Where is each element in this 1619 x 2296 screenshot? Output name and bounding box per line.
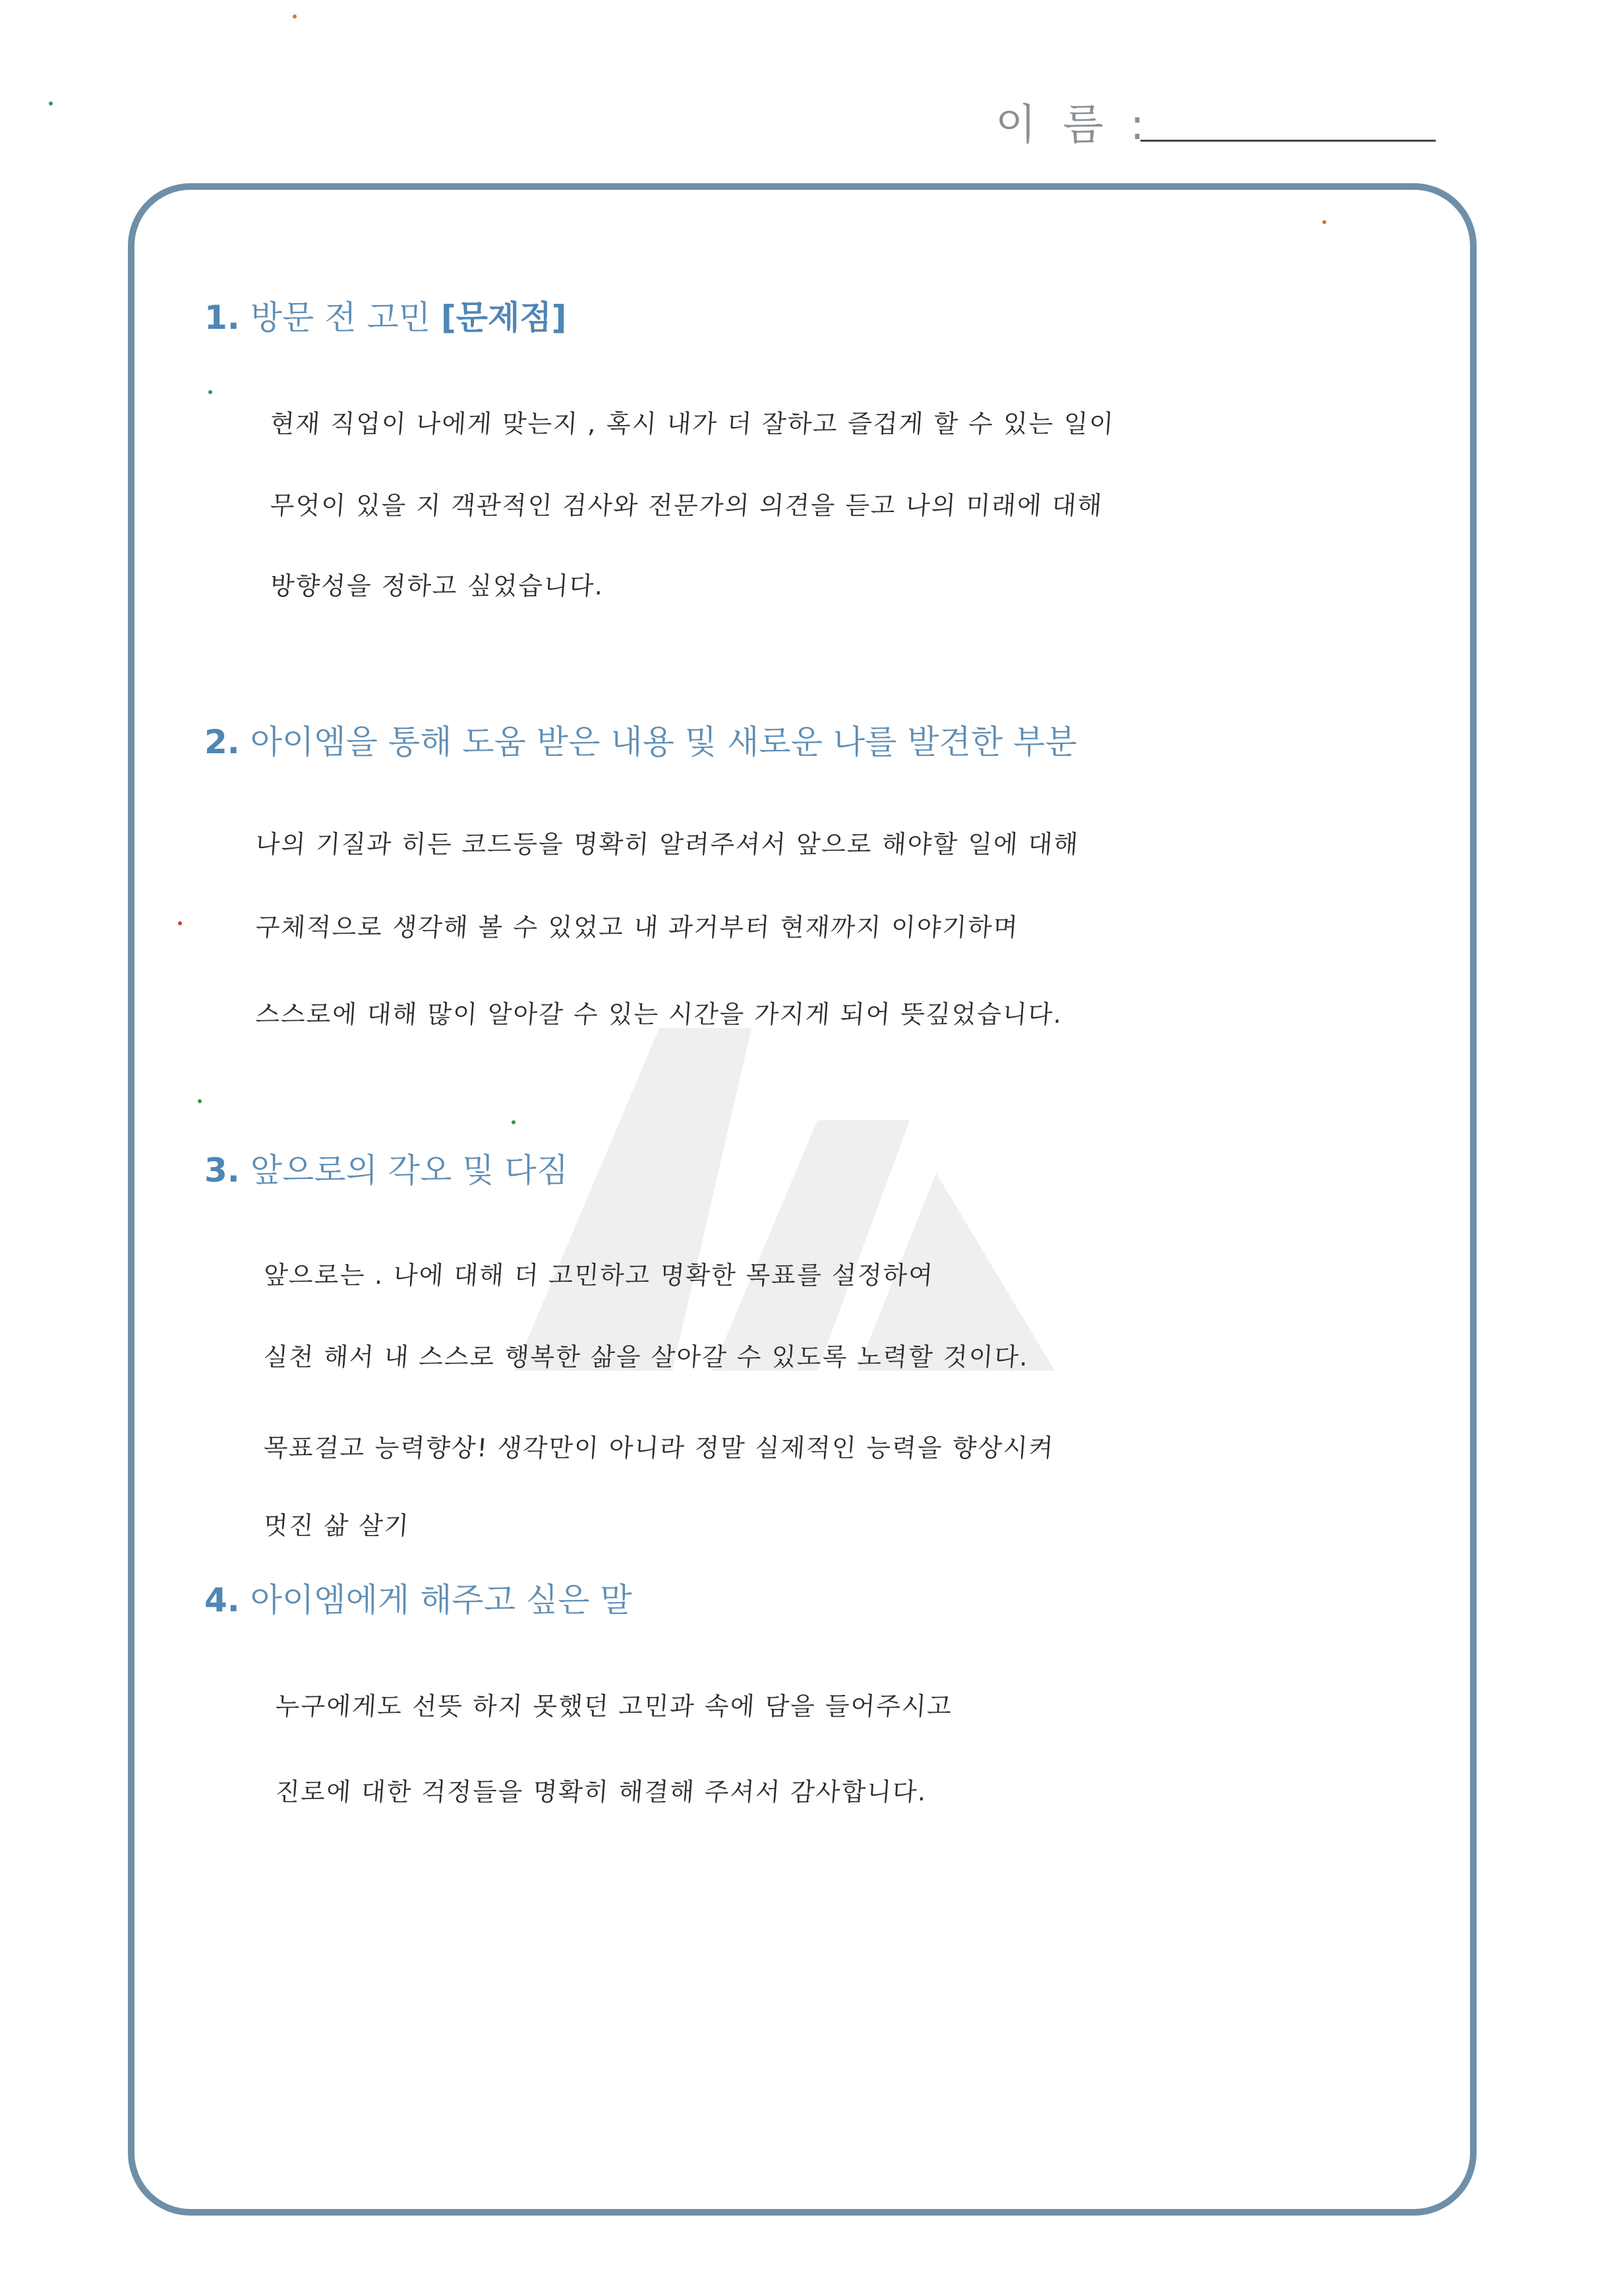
section-4-line-2: 진로에 대한 걱정들을 명확히 해결해 주셔서 감사합니다. — [274, 1777, 929, 1806]
section-1-line-2: 무엇이 있을 지 객관적인 검사와 전문가의 의견을 듣고 나의 미래에 대해 — [269, 491, 1104, 520]
section-2-line-3: 스스로에 대해 많이 알아갈 수 있는 시간을 가지게 되어 뜻깊었습니다. — [254, 1000, 1064, 1029]
section-2-title-text: 아이엠을 통해 도움 받은 내용 및 새로운 나를 발견한 부분 — [250, 723, 1077, 761]
scan-speck — [1322, 220, 1326, 224]
watermark-logo — [514, 1002, 1055, 1371]
section-3-title-text: 앞으로의 각오 및 다짐 — [250, 1151, 569, 1190]
section-1-number: 1. — [204, 299, 240, 337]
section-1-title-emphasis: [문제점] — [440, 299, 567, 337]
section-4-title-text: 아이엠에게 해주고 싶은 말 — [250, 1581, 632, 1619]
scan-speck — [512, 1120, 515, 1124]
section-1-line-1: 현재 직업이 나에게 맞는지 , 혹시 내가 더 잘하고 즐겁게 할 수 있는 일이 — [269, 409, 1116, 438]
scan-speck — [198, 1099, 202, 1103]
name-field — [995, 79, 1151, 152]
scan-speck — [208, 390, 212, 394]
name-label: 이 름 : — [995, 101, 1151, 150]
section-1-title-text: 방문 전 고민 — [250, 299, 441, 337]
section-3-title — [204, 1144, 568, 1191]
section-2-line-2: 구체적으로 생각해 볼 수 있었고 내 과거부터 현재까지 이야기하며 — [254, 913, 1020, 942]
section-4-line-1: 누구에게도 선뜻 하지 못했던 고민과 속에 담을 들어주시고 — [274, 1692, 954, 1721]
scan-speck — [178, 921, 182, 925]
section-3-line-3: 목표걸고 능력향상! 생각만이 아니라 정말 실제적인 능력을 향상시켜 — [262, 1433, 1055, 1462]
section-3-line-4: 멋진 삶 살기 — [262, 1511, 411, 1540]
section-2-title — [204, 716, 1077, 763]
section-3-number: 3. — [204, 1151, 240, 1190]
name-underline — [1140, 140, 1436, 142]
scan-speck — [293, 14, 297, 18]
section-1-line-3: 방향성을 정하고 싶었습니다. — [269, 571, 606, 600]
scan-speck — [49, 101, 53, 105]
section-4-number: 4. — [204, 1581, 240, 1619]
section-2-number: 2. — [204, 723, 240, 761]
section-2-line-1: 나의 기질과 히든 코드등을 명확히 알려주셔서 앞으로 해야할 일에 대해 — [254, 830, 1080, 859]
section-3-line-1: 앞으로는 . 나에 대해 더 고민하고 명확한 목표를 설정하여 — [262, 1261, 935, 1290]
section-4-title — [204, 1574, 632, 1621]
section-1-title — [204, 291, 567, 339]
section-3-line-2: 실천 해서 내 스스로 행복한 삶을 살아갈 수 있도록 노력할 것이다. — [262, 1342, 1030, 1371]
